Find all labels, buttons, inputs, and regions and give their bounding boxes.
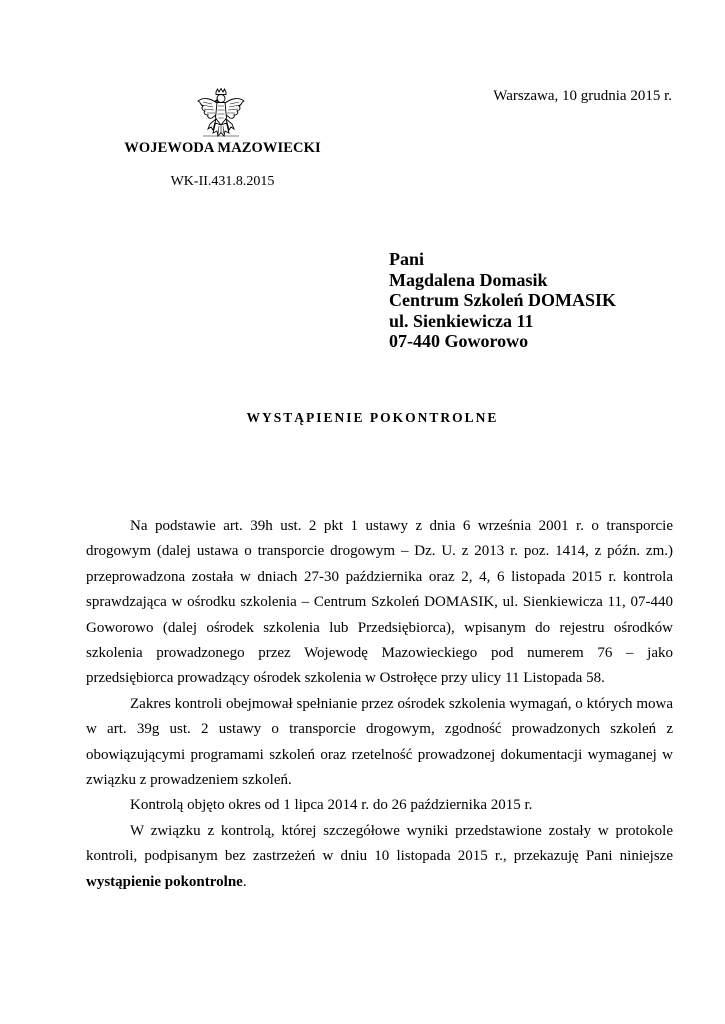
polish-eagle-emblem-icon xyxy=(197,88,245,140)
body-paragraph xyxy=(86,819,673,895)
body-paragraph-text: W związku z kontrolą, której szczegółowe wyniki przedstawione zostały w protokole kontroli, podpisanym bez zastrzeżeń w dniu 10 listopada 2015 r., przekazuję Pani niniejsze xyxy=(86,822,673,865)
body-paragraph: Zakres kontroli obejmował spełnianie przez ośrodek szkolenia wymagań, o których mowa w art. 39g ust. 2 ustawy o transporcie drogowym, zgodność prowadzonych szkoleń z obowiązującymi programami szkoleń oraz rzetelność prowadzonej dokumentacji wymaganej w związku z prowadzeniem szkoleń. xyxy=(86,695,673,789)
document-date: Warszawa, 10 grudnia 2015 r. xyxy=(493,88,672,104)
addressee-block xyxy=(389,249,616,352)
body-paragraph: Na podstawie art. 39h ust. 2 pkt 1 ustawy z dnia 6 września 2001 r. o transporcie drogowym (dalej ustawa o transporcie drogowym – Dz. U. z 2013 r. poz. 1414, z późn. zm.) przeprowadzona została w dniach 27-30 października oraz 2, 4, 6 listopada 2015 r. kontrola sprawdzająca w ośrodku szkolenia – Centrum Szkoleń DOMASIK, ul. Sienkiewicza 11, 07-440 Goworowo (dalej ośrodek szkolenia lub Przedsiębiorca), wpisanym do rejestru ośrodków szkolenia prowadzonego przez Wojewodę Mazowieckiego pod numerem 76 – jako przedsiębiorca prowadzący ośrodek szkolenia w Ostrołęce przy ulicy 11 Listopada 58. xyxy=(86,518,673,687)
document-title: WYSTĄPIENIE POKONTROLNE xyxy=(246,410,499,425)
issuing-authority: WOJEWODA MAZOWIECKI xyxy=(124,140,321,156)
addressee-name: Magdalena Domasik xyxy=(389,269,548,290)
body-paragraph-bold-text: wystąpienie pokontrolne xyxy=(86,873,243,890)
addressee-organization: Centrum Szkoleń DOMASIK xyxy=(389,290,617,310)
addressee-street: ul. Sienkiewicza 11 xyxy=(389,310,534,331)
body-paragraph: Kontrolą objęto okres od 1 lipca 2014 r. do 26 października 2015 r. xyxy=(130,797,533,814)
addressee-salutation: Pani xyxy=(389,249,425,269)
case-reference-number: WK-II.431.8.2015 xyxy=(170,174,275,189)
body-paragraph-end: . xyxy=(242,873,247,890)
document-body xyxy=(86,514,673,895)
addressee-city: 07-440 Goworowo xyxy=(389,331,529,351)
